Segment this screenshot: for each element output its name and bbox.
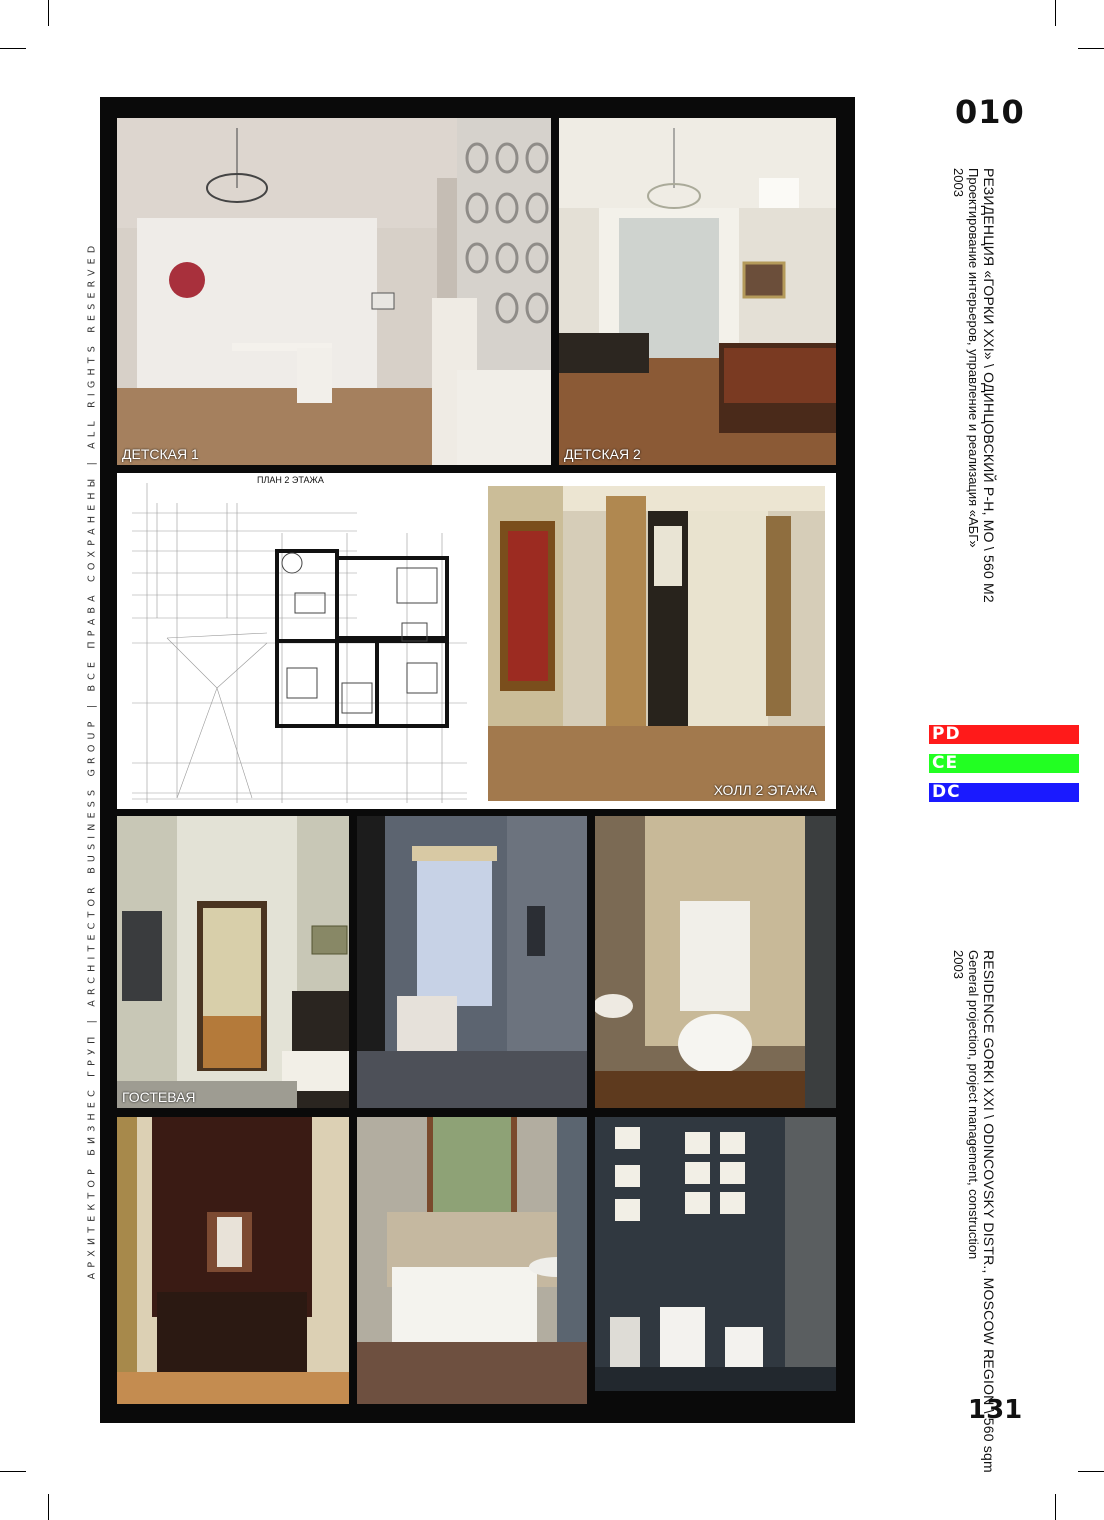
logo-bar-ce: CE: [929, 754, 1079, 773]
photo-guest-room: [117, 816, 349, 1108]
floor-plan-title: ПЛАН 2 ЭТАЖА: [257, 475, 324, 485]
copyright-vertical-text: АРХИТЕКТОР БИЗНЕС ГРУП | ARCHITECTOR BUSINESS GROUP | ВСЕ ПРАВА СОХРАНЕНЫ | ALL RIGHTS RESERVED: [86, 240, 98, 1280]
caption-guest-room: ГОСТЕВАЯ: [122, 1089, 196, 1105]
crop-mark: [48, 0, 49, 26]
crop-mark: [1078, 1471, 1104, 1472]
project-title-en: RESIDENCE GORKI XXI \ ODINCOVSKY DISTR., MOSCOW REGION \ 560 sqm: [981, 950, 997, 1473]
floor-plan-section: [117, 473, 836, 809]
photo-bathroom-wc: [595, 816, 836, 1108]
project-number: 010: [955, 93, 1025, 131]
project-title-ru: РЕЗИДЕНЦИЯ «ГОРКИ XXI» \ ОДИНЦОВСКИЙ Р-Н, МО \ 560 М2: [981, 168, 997, 603]
logo-bar-pd: PD: [929, 725, 1079, 744]
logo-bar-dc: DC: [929, 783, 1079, 802]
caption-kids-room-2: ДЕТСКАЯ 2: [564, 446, 641, 462]
crop-mark: [48, 1494, 49, 1520]
project-description-en: General projection, project management, construction: [966, 950, 981, 1260]
crop-mark: [0, 1471, 26, 1472]
photo-corridor: [117, 1117, 349, 1404]
photo-hall-2nd-floor: [488, 486, 825, 801]
photo-kids-room-1: [117, 118, 551, 465]
caption-kids-room-1: ДЕТСКАЯ 1: [122, 446, 199, 462]
crop-mark: [1055, 1494, 1056, 1520]
page-number: 131: [968, 1395, 1023, 1425]
project-info-ru: [951, 168, 996, 603]
photo-guest-bedroom: [357, 816, 587, 1108]
photo-kids-room-2: [559, 118, 836, 465]
photo-wc-dark: [595, 1117, 836, 1391]
project-year-ru: 2003: [951, 168, 966, 197]
project-description-ru: Проектирование интерьеров, управление и реализация «АБГ»: [966, 168, 981, 548]
crop-mark: [0, 48, 26, 49]
photo-bathroom-tub: [357, 1117, 587, 1404]
caption-hall-2nd-floor: ХОЛЛ 2 ЭТАЖА: [713, 782, 817, 798]
crop-mark: [1078, 48, 1104, 49]
floor-plan-drawing: [117, 473, 487, 809]
project-year-en: 2003: [951, 950, 966, 979]
crop-mark: [1055, 0, 1056, 26]
